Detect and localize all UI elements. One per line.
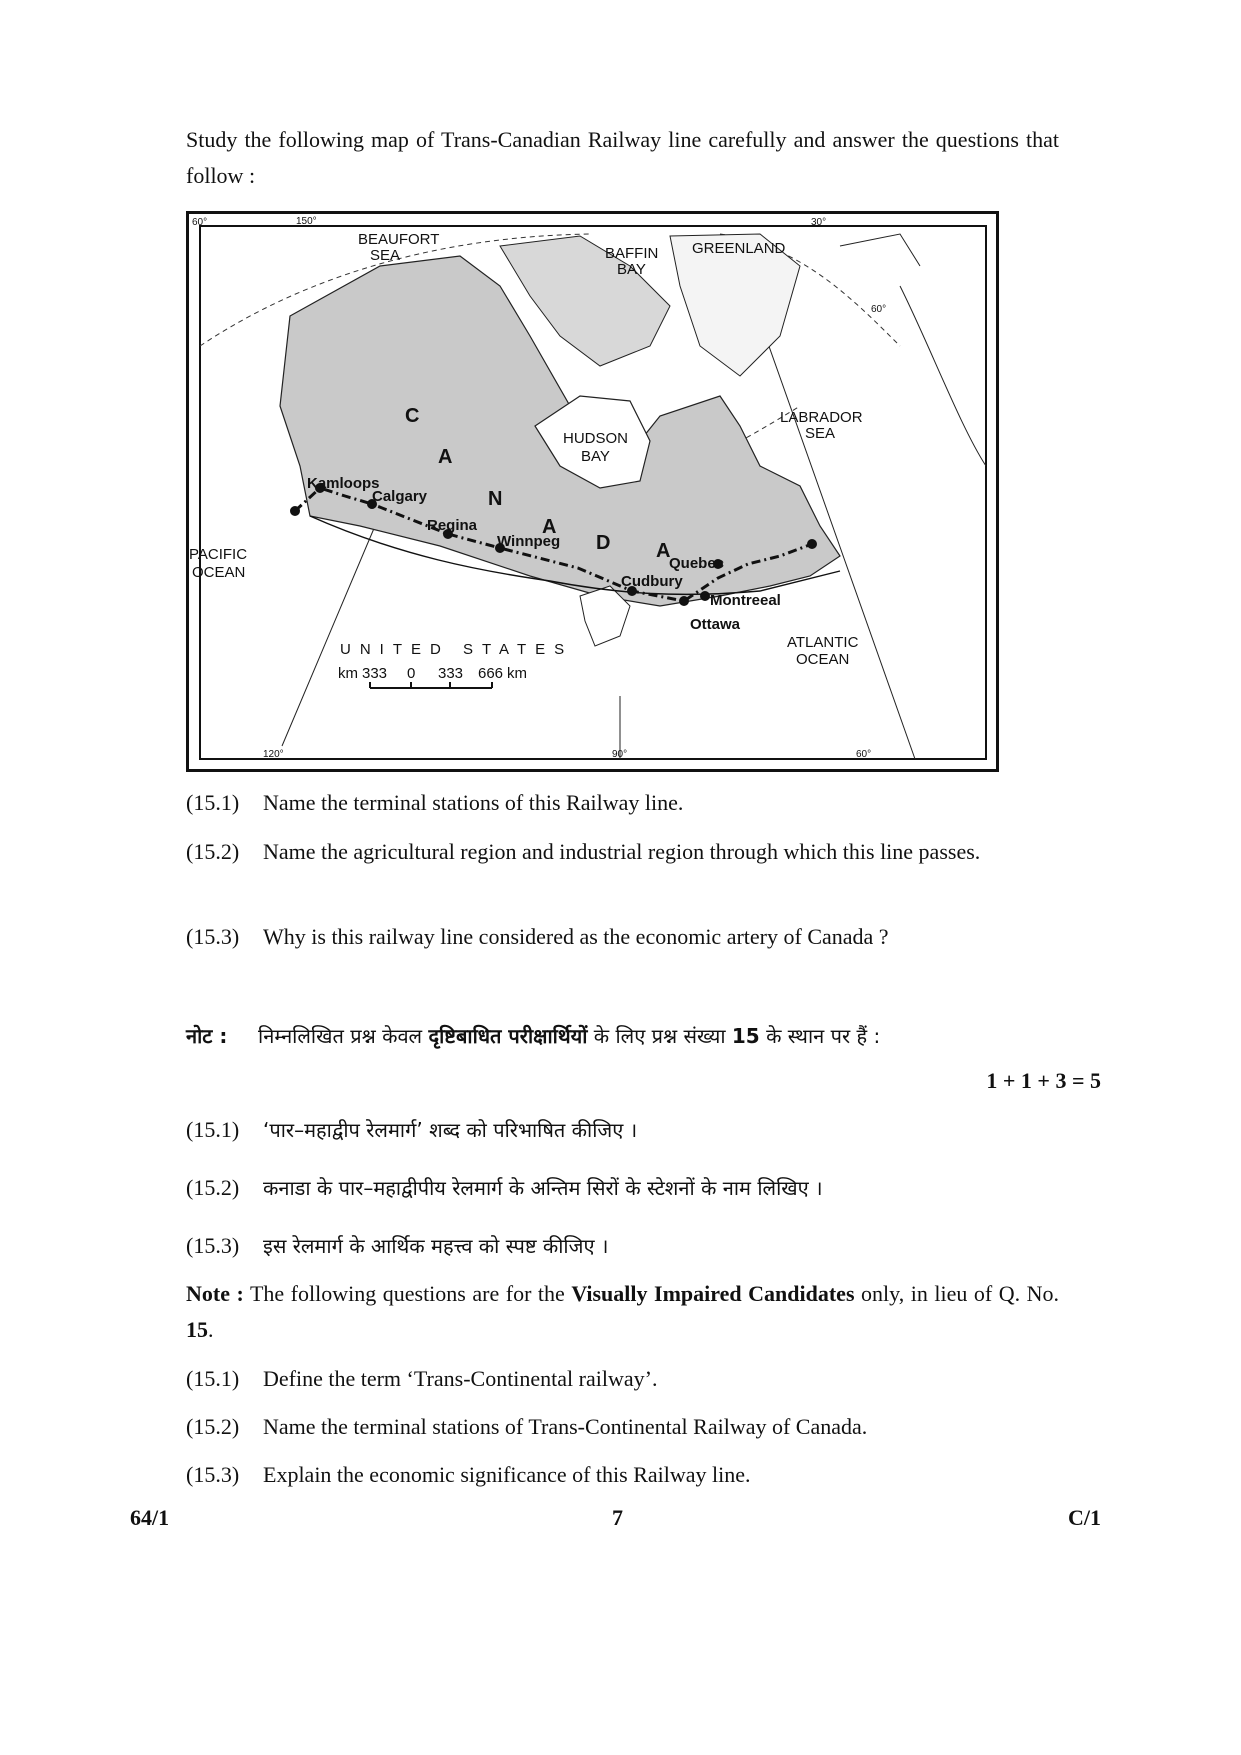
hindi-note-text-c: के स्थान पर हैं : bbox=[766, 1024, 881, 1048]
city-winnipeg: Winnpeg bbox=[497, 533, 561, 550]
page-number: 7 bbox=[612, 1505, 623, 1530]
labrador-label: LABRADOR bbox=[780, 409, 863, 426]
question-number: (15.1) bbox=[186, 1117, 240, 1142]
united-states-label: UNITED STATES bbox=[340, 641, 574, 658]
question-number: (15.2) bbox=[186, 1414, 240, 1439]
atlantic-label: ATLANTIC bbox=[787, 634, 859, 651]
scale-333-left: 333 bbox=[362, 665, 388, 682]
question-text: ‘पार–महाद्वीप रेलमार्ग’ शब्द को परिभाषित कीजिए । bbox=[263, 1118, 638, 1142]
english-note-text-c: . bbox=[208, 1317, 214, 1342]
pacific-ocean-label: OCEAN bbox=[192, 564, 246, 581]
degree-30: 30° bbox=[811, 217, 827, 228]
question-number: (15.2) bbox=[186, 1175, 240, 1200]
english-note-text-b: only, in lieu of Q. No. bbox=[861, 1281, 1059, 1306]
english-note-text-a: The following questions are for the bbox=[249, 1281, 565, 1306]
greenland-label: GREENLAND bbox=[692, 240, 786, 257]
question-number: (15.3) bbox=[186, 924, 240, 949]
canada-letter-n: N bbox=[488, 488, 503, 510]
question-text: Explain the economic significance of this Railway line. bbox=[263, 1462, 751, 1487]
canada-letter-a2: A bbox=[542, 516, 557, 538]
english-note-num: 15 bbox=[186, 1317, 208, 1342]
question-text: Why is this railway line considered as the economic artery of Canada ? bbox=[263, 924, 889, 949]
canada-letter-c: C bbox=[405, 405, 420, 427]
english-note-bold: Visually Impaired Candidates bbox=[571, 1281, 855, 1306]
degree-60-bottom: 60° bbox=[856, 749, 872, 760]
question-number: (15.2) bbox=[186, 839, 240, 864]
question-number: (15.3) bbox=[186, 1233, 240, 1258]
english-note-label: Note : bbox=[186, 1281, 244, 1306]
city-kamloops: Kamloops bbox=[307, 475, 380, 492]
beaufort-label: BEAUFORT bbox=[358, 231, 440, 248]
scale-km-left: km bbox=[338, 665, 358, 682]
hudson-label: HUDSON bbox=[563, 430, 629, 447]
scale-0: 0 bbox=[407, 665, 416, 682]
footer-code: 64/1 bbox=[130, 1505, 170, 1530]
hindi-note-label: नोट : bbox=[186, 1024, 228, 1048]
question-text: इस रेलमार्ग के आर्थिक महत्त्व को स्पष्ट कीजिए । bbox=[263, 1234, 609, 1258]
canada-letter-a1: A bbox=[438, 446, 453, 468]
beaufort-sea-label: SEA bbox=[370, 247, 401, 264]
question-text: Name the terminal stations of Trans-Continental Railway of Canada. bbox=[263, 1414, 868, 1439]
marks-distribution: 1 + 1 + 3 = 5 bbox=[986, 1068, 1101, 1093]
degree-60-right: 60° bbox=[871, 304, 887, 315]
scale-333: 333 bbox=[438, 665, 464, 682]
canada-letter-a3: A bbox=[656, 540, 671, 562]
question-number: (15.1) bbox=[186, 1366, 240, 1391]
pacific-label: PACIFIC bbox=[189, 546, 248, 563]
question-number: (15.3) bbox=[186, 1462, 240, 1487]
scale-km-right: km bbox=[507, 665, 527, 682]
degree-60-topleft: 60° bbox=[192, 217, 208, 228]
degree-90: 90° bbox=[612, 749, 628, 760]
intro-paragraph: Study the following map of Trans-Canadian Railway line carefully and answer the questions that follow : bbox=[186, 127, 1059, 188]
city-montreal: Montreeal bbox=[710, 592, 781, 609]
question-text: कनाडा के पार–महाद्वीपीय रेलमार्ग के अन्तिम सिरों के स्टेशनों के नाम लिखिए । bbox=[263, 1176, 823, 1200]
hindi-note-text-b: के लिए प्रश्न संख्या bbox=[593, 1024, 726, 1048]
degree-150: 150° bbox=[296, 216, 317, 227]
hudson-bay-label: BAY bbox=[581, 448, 610, 465]
canada-letter-d: D bbox=[596, 532, 611, 554]
city-cudbury: Cudbury bbox=[621, 573, 683, 590]
question-text: Define the term ‘Trans-Continental railway’. bbox=[263, 1366, 658, 1391]
city-ottawa: Ottawa bbox=[690, 616, 741, 633]
footer-set: C/1 bbox=[1068, 1505, 1101, 1530]
city-regina: Regina bbox=[427, 517, 478, 534]
hindi-note-text-a: निम्नलिखित प्रश्न केवल bbox=[258, 1024, 423, 1048]
city-quebec: Quebec bbox=[669, 555, 725, 572]
degree-120: 120° bbox=[263, 749, 284, 760]
question-number: (15.1) bbox=[186, 790, 240, 815]
labrador-sea-label: SEA bbox=[805, 425, 836, 442]
scale-666: 666 bbox=[478, 665, 504, 682]
hindi-note-num: 15 bbox=[731, 1024, 760, 1048]
question-text: Name the terminal stations of this Railway line. bbox=[263, 790, 684, 815]
atlantic-ocean-label: OCEAN bbox=[796, 651, 850, 668]
canada-map bbox=[189, 216, 986, 760]
english-note bbox=[186, 1276, 1059, 1348]
baffin-label: BAFFIN bbox=[605, 245, 659, 262]
city-calgary: Calgary bbox=[372, 488, 428, 505]
hindi-note-bold: दृष्टिबाधित परीक्षार्थियों bbox=[428, 1024, 588, 1048]
hindi-note bbox=[186, 1018, 1106, 1054]
baffin-bay-label: BAY bbox=[617, 261, 646, 278]
question-text: Name the agricultural region and industrial region through which this line passes. bbox=[263, 839, 981, 864]
